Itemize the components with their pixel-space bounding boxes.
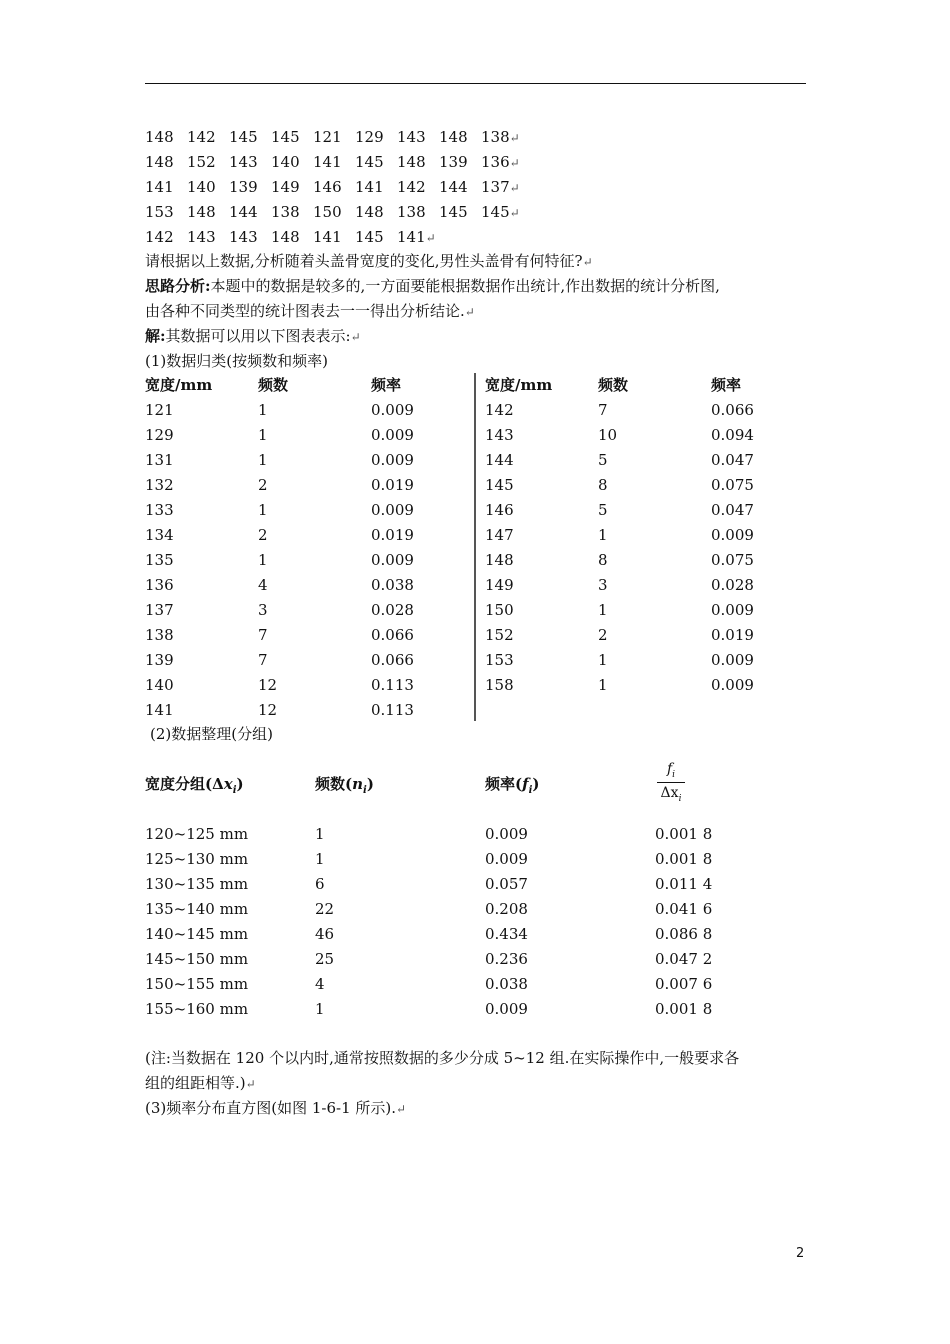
raw-value: 138 — [481, 128, 510, 146]
table-cell: 8 — [598, 476, 608, 494]
raw-data-row — [145, 200, 520, 224]
paragraph-mark-icon: ↵ — [509, 206, 520, 220]
table-cell: 0.086 8 — [655, 925, 713, 943]
paragraph-mark-icon: ↵ — [582, 255, 593, 269]
table-cell: 138 — [145, 626, 174, 644]
table-cell: 120~125 mm — [145, 825, 249, 843]
table-cell: 129 — [145, 426, 174, 444]
table1-header-cell: 频率 — [711, 376, 742, 394]
raw-value: 148 — [187, 203, 216, 221]
raw-value: 140 — [271, 153, 300, 171]
table-cell: 0.009 — [371, 401, 414, 419]
raw-value: 148 — [145, 153, 174, 171]
table-cell: 8 — [598, 551, 608, 569]
table-cell: 142 — [485, 401, 514, 419]
table-cell: 0.075 — [711, 551, 754, 569]
solution-line — [145, 324, 361, 348]
table-cell: 1 — [258, 551, 268, 569]
table-cell: 3 — [598, 576, 608, 594]
table-row — [145, 648, 471, 673]
paragraph-mark-icon: ↵ — [245, 1077, 256, 1091]
table-cell: 2 — [258, 476, 268, 494]
table-row — [145, 673, 471, 698]
table-cell: 158 — [485, 676, 514, 694]
raw-value: 137 — [481, 178, 510, 196]
table1-header-row — [145, 373, 471, 398]
table-cell: 0.028 — [711, 576, 754, 594]
table-cell: 1 — [598, 651, 608, 669]
table-cell: 0.009 — [371, 551, 414, 569]
solution-text: 其数据可以用以下图表表示: — [165, 327, 351, 345]
raw-value: 136 — [481, 153, 510, 171]
table-cell: 0.001 8 — [655, 1000, 713, 1018]
raw-value: 143 — [229, 228, 258, 246]
table-row — [485, 673, 811, 698]
table-cell: 150 — [485, 601, 514, 619]
table-cell: 133 — [145, 501, 174, 519]
table1-divider — [474, 373, 476, 721]
table-cell: 6 — [315, 875, 325, 893]
table-row — [485, 598, 811, 623]
table-cell: 0.007 6 — [655, 975, 713, 993]
table-cell: 1 — [315, 1000, 325, 1018]
table-cell: 0.066 — [371, 626, 414, 644]
table-cell: 0.038 — [371, 576, 414, 594]
table-row — [485, 423, 811, 448]
analysis-label: 思路分析: — [145, 277, 211, 295]
analysis-text-1: 本题中的数据是较多的,一方面要能根据数据作出统计,作出数据的统计分析图, — [210, 277, 720, 295]
table2-header-density — [657, 761, 685, 804]
table1-header-cell: 宽度/mm — [485, 376, 553, 394]
raw-value: 141 — [313, 153, 342, 171]
table-cell: 1 — [258, 501, 268, 519]
table-row — [485, 498, 811, 523]
paragraph-mark-icon: ↵ — [509, 181, 520, 195]
table-row — [145, 822, 712, 847]
table-cell: 0.001 8 — [655, 850, 713, 868]
table-cell: 22 — [315, 900, 335, 918]
raw-value: 141 — [145, 178, 174, 196]
table-cell: 5 — [598, 451, 608, 469]
raw-value: 149 — [271, 178, 300, 196]
table-cell: 4 — [315, 975, 325, 993]
note-line-1: (注:当数据在 120 个以内时,通常按照数据的多少分成 5~12 组.在实际操作中,一般要求各 — [145, 1049, 740, 1067]
header-rule — [145, 83, 806, 84]
table-cell: 141 — [145, 701, 174, 719]
page-number: 2 — [796, 1246, 805, 1261]
question-text — [145, 249, 593, 273]
table-row — [485, 623, 811, 648]
raw-value: 141 — [313, 228, 342, 246]
table-cell: 0.208 — [485, 900, 528, 918]
table-cell: 1 — [315, 850, 325, 868]
table-row — [485, 548, 811, 573]
table-cell: 1 — [258, 451, 268, 469]
table-cell: 0.009 — [711, 651, 754, 669]
table1-header-cell: 频数 — [258, 376, 289, 394]
table-cell: 12 — [258, 701, 278, 719]
table-cell: 137 — [145, 601, 174, 619]
table-cell: 130~135 mm — [145, 875, 249, 893]
table-cell: 136 — [145, 576, 174, 594]
raw-value: 148 — [355, 203, 384, 221]
table-cell: 150~155 mm — [145, 975, 249, 993]
table-cell: 5 — [598, 501, 608, 519]
table-cell: 140 — [145, 676, 174, 694]
raw-value: 141 — [397, 228, 426, 246]
raw-value: 145 — [355, 153, 384, 171]
table-row — [145, 398, 471, 423]
table-cell: 146 — [485, 501, 514, 519]
table-cell: 1 — [598, 526, 608, 544]
section2-title: (2)数据整理(分组) — [150, 725, 273, 743]
table-cell: 7 — [258, 626, 268, 644]
table-row — [145, 498, 471, 523]
table-cell: 0.009 — [371, 426, 414, 444]
table-cell: 0.113 — [371, 676, 414, 694]
raw-value: 138 — [271, 203, 300, 221]
table-cell: 0.009 — [711, 526, 754, 544]
table1-header-cell: 频率 — [371, 376, 402, 394]
raw-value: 145 — [439, 203, 468, 221]
table-row — [485, 573, 811, 598]
raw-value: 142 — [397, 178, 426, 196]
table2-header-width: 宽度分组$(\Delta x_i)$ — [145, 775, 244, 796]
paragraph-mark-icon: ↵ — [425, 231, 436, 245]
raw-value: 152 — [187, 153, 216, 171]
density-numerator: $f_i$ — [657, 761, 685, 783]
analysis-line-2 — [145, 299, 475, 323]
question-line: 请根据以上数据,分析随着头盖骨宽度的变化,男性头盖骨有何特征? — [145, 252, 583, 270]
table-cell: 46 — [315, 925, 335, 943]
table-cell: 152 — [485, 626, 514, 644]
table-row — [145, 573, 471, 598]
table2-header-freq: 频率$(f_i)$ — [485, 775, 540, 796]
table-row — [145, 423, 471, 448]
table-row — [145, 598, 471, 623]
table-cell: 135~140 mm — [145, 900, 249, 918]
raw-value: 143 — [397, 128, 426, 146]
table-row — [485, 523, 811, 548]
solution-label: 解: — [145, 327, 166, 345]
table-cell: 0.009 — [485, 825, 528, 843]
table-cell: 12 — [258, 676, 278, 694]
paragraph-mark-icon: ↵ — [350, 330, 361, 344]
table-cell: 148 — [485, 551, 514, 569]
table1-header-cell: 宽度/mm — [145, 376, 213, 394]
table-cell: 0.001 8 — [655, 825, 713, 843]
table-row — [145, 872, 712, 897]
table-cell: 155~160 mm — [145, 1000, 249, 1018]
raw-data-row — [145, 175, 520, 199]
table-row — [145, 698, 471, 723]
raw-value: 148 — [397, 153, 426, 171]
table-cell: 10 — [598, 426, 618, 444]
analysis-text-2: 由各种不同类型的统计图表去一一得出分析结论. — [145, 302, 465, 320]
raw-value: 139 — [439, 153, 468, 171]
table-cell: 0.434 — [485, 925, 528, 943]
note-line-2 — [145, 1071, 256, 1095]
table-row — [145, 623, 471, 648]
section1-title: (1)数据归类(按频数和频率) — [145, 352, 328, 370]
table-cell: 0.009 — [371, 451, 414, 469]
table-row — [145, 997, 712, 1022]
table2-header-count: 频数$(n_i)$ — [315, 775, 374, 796]
table-cell: 121 — [145, 401, 174, 419]
table-cell: 0.011 4 — [655, 875, 713, 893]
raw-value: 144 — [229, 203, 258, 221]
table-cell: 0.066 — [371, 651, 414, 669]
table-row — [145, 548, 471, 573]
table-row — [145, 922, 712, 947]
table-cell: 0.028 — [371, 601, 414, 619]
raw-value: 150 — [313, 203, 342, 221]
table1-header-cell: 频数 — [598, 376, 629, 394]
paragraph-mark-icon: ↵ — [509, 131, 520, 145]
analysis-line-1 — [145, 274, 720, 298]
density-denominator: $\Delta x_i$ — [660, 784, 682, 804]
raw-value: 121 — [313, 128, 342, 146]
table1-left — [145, 373, 471, 723]
table-row — [145, 473, 471, 498]
table-cell: 0.009 — [711, 601, 754, 619]
raw-data-row — [145, 225, 436, 249]
raw-value: 129 — [355, 128, 384, 146]
raw-value: 146 — [313, 178, 342, 196]
paragraph-mark-icon: ↵ — [509, 156, 520, 170]
raw-value: 142 — [187, 128, 216, 146]
raw-value: 148 — [439, 128, 468, 146]
raw-value: 141 — [355, 178, 384, 196]
table-cell: 131 — [145, 451, 174, 469]
table-cell: 135 — [145, 551, 174, 569]
table-row — [145, 897, 712, 922]
table-cell: 140~145 mm — [145, 925, 249, 943]
table-row — [145, 523, 471, 548]
raw-value: 145 — [229, 128, 258, 146]
table-cell: 0.047 — [711, 501, 754, 519]
table-cell: 1 — [258, 426, 268, 444]
note-text-2: 组的组距相等.) — [145, 1074, 246, 1092]
table-cell: 143 — [485, 426, 514, 444]
table-cell: 0.066 — [711, 401, 754, 419]
table-cell: 2 — [598, 626, 608, 644]
table-cell: 1 — [598, 676, 608, 694]
table-cell: 0.009 — [485, 850, 528, 868]
table2-header — [145, 772, 655, 797]
table-row — [145, 947, 712, 972]
table-cell: 149 — [485, 576, 514, 594]
table-cell: 7 — [598, 401, 608, 419]
table-cell: 2 — [258, 526, 268, 544]
table-row — [145, 847, 712, 872]
table1-right — [485, 373, 811, 698]
table-row — [485, 398, 811, 423]
table-cell: 153 — [485, 651, 514, 669]
table-cell: 0.038 — [485, 975, 528, 993]
table-row — [145, 448, 471, 473]
table-cell: 125~130 mm — [145, 850, 249, 868]
table-cell: 0.041 6 — [655, 900, 713, 918]
raw-data-row — [145, 125, 520, 149]
raw-value: 144 — [439, 178, 468, 196]
table-cell: 1 — [315, 825, 325, 843]
table1-header-row — [485, 373, 811, 398]
table-cell: 134 — [145, 526, 174, 544]
raw-value: 138 — [397, 203, 426, 221]
table-cell: 0.009 — [711, 676, 754, 694]
section3-title — [145, 1096, 406, 1120]
table-cell: 0.113 — [371, 701, 414, 719]
raw-value: 148 — [271, 228, 300, 246]
table-cell: 0.009 — [485, 1000, 528, 1018]
raw-value: 139 — [229, 178, 258, 196]
raw-value: 142 — [145, 228, 174, 246]
table-cell: 0.019 — [371, 476, 414, 494]
table-row — [485, 473, 811, 498]
raw-value: 145 — [271, 128, 300, 146]
table-cell: 0.047 2 — [655, 950, 713, 968]
raw-value: 143 — [229, 153, 258, 171]
table2-body — [145, 822, 712, 1022]
table-cell: 0.075 — [711, 476, 754, 494]
table-cell: 4 — [258, 576, 268, 594]
raw-value: 148 — [145, 128, 174, 146]
table-cell: 7 — [258, 651, 268, 669]
paragraph-mark-icon: ↵ — [396, 1102, 407, 1116]
raw-value: 143 — [187, 228, 216, 246]
table-cell: 0.057 — [485, 875, 528, 893]
paragraph-mark-icon: ↵ — [464, 305, 475, 319]
raw-value: 140 — [187, 178, 216, 196]
table-row — [485, 448, 811, 473]
table-cell: 139 — [145, 651, 174, 669]
table-cell: 25 — [315, 950, 335, 968]
table-cell: 132 — [145, 476, 174, 494]
table-cell: 0.019 — [711, 626, 754, 644]
table-cell: 1 — [258, 401, 268, 419]
table-cell: 0.009 — [371, 501, 414, 519]
raw-value: 153 — [145, 203, 174, 221]
table-cell: 0.047 — [711, 451, 754, 469]
table-cell: 0.094 — [711, 426, 754, 444]
table-cell: 144 — [485, 451, 514, 469]
raw-data-row — [145, 150, 520, 174]
table-cell: 147 — [485, 526, 514, 544]
raw-value: 145 — [481, 203, 510, 221]
table-cell: 145 — [485, 476, 514, 494]
table-cell: 0.019 — [371, 526, 414, 544]
table-cell: 145~150 mm — [145, 950, 249, 968]
table-cell: 1 — [598, 601, 608, 619]
table-cell: 0.236 — [485, 950, 528, 968]
section3-text: (3)频率分布直方图(如图 1-6-1 所示). — [145, 1099, 397, 1117]
table-row — [485, 648, 811, 673]
raw-value: 145 — [355, 228, 384, 246]
table-row — [145, 972, 712, 997]
table-cell: 3 — [258, 601, 268, 619]
